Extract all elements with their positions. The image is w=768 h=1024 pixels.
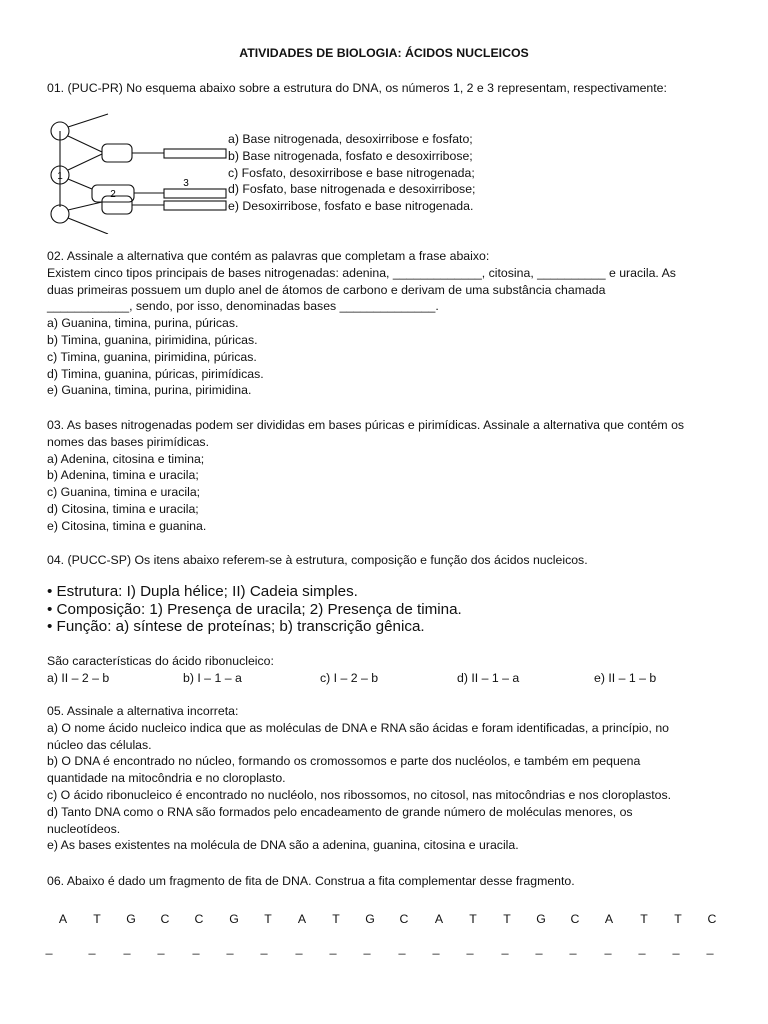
q2-line: 02. Assinale a alternativa que contém as palavras que completam a frase abaixo: bbox=[47, 249, 490, 263]
q2-line: Existem cinco tipos principais de bases nitrogenadas: adenina, _____________, citosina, __________ e uracila. As bbox=[47, 265, 676, 280]
base-letter: G bbox=[229, 912, 239, 926]
q3-option-e: e) Citosina, timina e guanina. bbox=[47, 518, 207, 533]
blank-slot[interactable]: _ bbox=[157, 941, 165, 955]
complementary-blanks[interactable] bbox=[47, 940, 727, 957]
base-rect bbox=[164, 201, 226, 210]
q1-option-d: d) Fosfato, base nitrogenada e desoxirribose; bbox=[228, 182, 476, 197]
base-rect bbox=[164, 149, 226, 158]
q1-options bbox=[228, 131, 475, 215]
base-letter: A bbox=[297, 912, 307, 926]
q4-bullet-structure: • Estrutura: I) Dupla hélice; II) Cadeia simples. bbox=[47, 583, 358, 600]
base-letter: C bbox=[194, 912, 204, 926]
base-letter: C bbox=[160, 912, 170, 926]
q2-option-a: a) Guanina, timina, purina, púricas. bbox=[47, 316, 239, 331]
base-letter: T bbox=[93, 912, 101, 926]
q5-stem: 05. Assinale a alternativa incorreta: bbox=[47, 704, 239, 718]
blank-slot[interactable]: _ bbox=[329, 941, 337, 955]
q5-option-d-cont: nucleotídeos. bbox=[47, 821, 121, 836]
q1-option-c: c) Fosfato, desoxirribose e base nitrogenada; bbox=[228, 165, 475, 180]
label-3: 3 bbox=[183, 178, 189, 189]
dna-structure-diagram bbox=[40, 112, 230, 234]
q2-option-e: e) Guanina, timina, purina, pirimidina. bbox=[47, 383, 252, 398]
q1-stem: 01. (PUC-PR) No esquema abaixo sobre a estrutura do DNA, os números 1, 2 e 3 representam, respectivamente: bbox=[47, 81, 667, 95]
blank-slot[interactable]: _ bbox=[501, 941, 509, 955]
blank-slot[interactable]: _ bbox=[706, 941, 714, 955]
q5-option-c: c) O ácido ribonucleico é encontrado no nucléolo, nos ribossomos, no citosol, nas mitocôndrias e nos cloroplastos. bbox=[47, 787, 672, 802]
q4-option-b: b) I – 1 – a bbox=[183, 671, 242, 685]
blank-slot[interactable]: _ bbox=[88, 941, 96, 955]
blank-slot[interactable]: _ bbox=[569, 941, 577, 955]
q4-option-d: d) II – 1 – a bbox=[457, 671, 520, 685]
base-letter: T bbox=[674, 912, 682, 926]
base-letter: G bbox=[126, 912, 136, 926]
q3-option-a: a) Adenina, citosina e timina; bbox=[47, 451, 205, 466]
page-title: ATIVIDADES DE BIOLOGIA: ÁCIDOS NUCLEICOS bbox=[239, 46, 529, 60]
q5-block bbox=[47, 703, 727, 854]
q1-option-e: e) Desoxirribose, fosfato e base nitrogenada. bbox=[228, 199, 474, 214]
q4-option-e: e) II – 1 – b bbox=[594, 671, 657, 685]
blank-slot[interactable]: _ bbox=[672, 941, 680, 955]
base-letter: C bbox=[399, 912, 409, 926]
q2-option-c: c) Timina, guanina, pirimidina, púricas. bbox=[47, 349, 257, 364]
base-letter: T bbox=[264, 912, 272, 926]
q6-stem: 06. Abaixo é dado um fragmento de fita de DNA. Construa a fita complementar desse fragmento. bbox=[47, 874, 575, 888]
q5-option-e: e) As bases existentes na molécula de DNA são a adenina, guanina, citosina e uracila. bbox=[47, 838, 519, 853]
q4-bullet-function: • Função: a) síntese de proteínas; b) transcrição gênica. bbox=[47, 618, 425, 636]
blank-slot[interactable]: _ bbox=[604, 941, 612, 955]
q2-option-b: b) Timina, guanina, pirimidina, púricas. bbox=[47, 332, 258, 347]
q2-line: duas primeiras possuem um duplo anel de átomos de carbono e derivam de uma substância chamada bbox=[47, 282, 606, 297]
q5-option-a: a) O nome ácido nucleico indica que as moléculas de DNA e RNA são ácidas e foram identificadas, a princípio, no bbox=[47, 720, 670, 735]
q5-option-b: b) O DNA é encontrado no núcleo, formando os cromossomos e parte dos nucléolos, e também em pequena bbox=[47, 754, 641, 769]
base-letter: A bbox=[604, 912, 614, 926]
base-letter: C bbox=[570, 912, 580, 926]
label-2: 2 bbox=[110, 189, 116, 200]
base-letter: T bbox=[503, 912, 511, 926]
base-letter: T bbox=[332, 912, 340, 926]
q3-option-c: c) Guanina, timina e uracila; bbox=[47, 485, 201, 500]
q4-option-c: c) I – 2 – b bbox=[320, 671, 379, 685]
q3-line: 03. As bases nitrogenadas podem ser divididas em bases púricas e pirimídicas. Assinale a alternativa que contém os bbox=[47, 418, 685, 432]
base-rect-3 bbox=[164, 189, 226, 198]
label-1: 1 bbox=[57, 171, 63, 182]
q3-option-b: b) Adenina, timina e uracila; bbox=[47, 468, 199, 483]
blank-slot[interactable]: _ bbox=[192, 941, 200, 955]
q2-line: ____________, sendo, por isso, denominadas bases ______________. bbox=[47, 299, 439, 314]
q4-bullets bbox=[47, 583, 727, 636]
blank-slot[interactable]: _ bbox=[466, 941, 474, 955]
q1-option-b: b) Base nitrogenada, fosfato e desoxirribose; bbox=[228, 148, 473, 163]
q3-option-d: d) Citosina, timina e uracila; bbox=[47, 501, 199, 516]
q4-options bbox=[47, 670, 727, 687]
blank-slot[interactable]: _ bbox=[123, 941, 131, 955]
blank-slot[interactable]: _ bbox=[226, 941, 234, 955]
q4-option-a: a) II – 2 – b bbox=[47, 671, 110, 685]
q5-option-b-cont: quantidade na mitocôndria e no cloroplasto. bbox=[47, 771, 286, 786]
base-letter: C bbox=[707, 912, 717, 926]
base-letter: G bbox=[365, 912, 375, 926]
blank-slot[interactable]: _ bbox=[45, 941, 53, 955]
q2-option-d: d) Timina, guanina, púricas, pirimídicas. bbox=[47, 366, 264, 381]
q5-option-a-cont: núcleo das células. bbox=[47, 737, 152, 752]
q4-bullet-composition: • Composição: 1) Presença de uracila; 2) Presença de timina. bbox=[47, 600, 462, 618]
q5-option-d: d) Tanto DNA como o RNA são formados pelo encadeamento de grande número de moléculas menores, os bbox=[47, 804, 633, 819]
q3-block bbox=[47, 417, 727, 535]
sugar-box bbox=[102, 144, 132, 162]
dna-sequence bbox=[47, 911, 727, 928]
blank-slot[interactable]: _ bbox=[398, 941, 406, 955]
q2-block bbox=[47, 248, 727, 399]
base-letter: T bbox=[469, 912, 477, 926]
blank-slot[interactable]: _ bbox=[363, 941, 371, 955]
q4-question: São características do ácido ribonucleico: bbox=[47, 654, 274, 668]
base-letter: G bbox=[536, 912, 546, 926]
blank-slot[interactable]: _ bbox=[638, 941, 646, 955]
blank-slot[interactable]: _ bbox=[260, 941, 268, 955]
q1-option-a: a) Base nitrogenada, desoxirribose e fosfato; bbox=[228, 132, 473, 146]
base-letter: A bbox=[58, 912, 68, 926]
blank-slot[interactable]: _ bbox=[535, 941, 543, 955]
phosphate-circle bbox=[51, 205, 69, 223]
blank-slot[interactable]: _ bbox=[295, 941, 303, 955]
base-letter: T bbox=[640, 912, 648, 926]
q3-line: nomes das bases pirimídicas. bbox=[47, 434, 209, 449]
sugar-box bbox=[102, 196, 132, 214]
blank-slot[interactable]: _ bbox=[432, 941, 440, 955]
q4-stem: 04. (PUCC-SP) Os itens abaixo referem-se à estrutura, composição e função dos ácidos nucleicos. bbox=[47, 553, 588, 567]
base-letter: A bbox=[434, 912, 444, 926]
